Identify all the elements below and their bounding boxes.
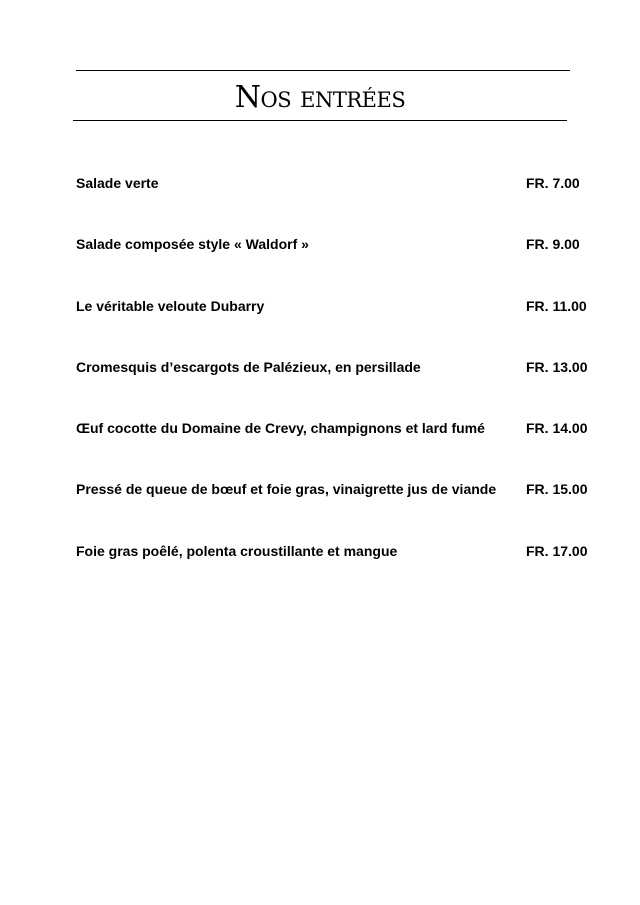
menu-item-price: FR. 7.00: [526, 175, 580, 191]
menu-item-price: FR. 17.00: [526, 542, 588, 559]
title-top-rule: [76, 70, 570, 71]
page-title: Nos entrées: [234, 80, 406, 115]
menu-item-name: Le véritable veloute Dubarry: [76, 297, 265, 314]
menu-item-price: FR. 14.00: [526, 420, 588, 437]
menu-item-name: Œuf cocotte du Domaine de Crevy, champignons et lard fumé: [76, 420, 485, 437]
menu-list: [76, 174, 606, 603]
title-bottom-rule: [73, 120, 567, 121]
menu-item-name: Cromesquis d’escargots de Palézieux, en persillade: [76, 358, 421, 375]
menu-item-price: FR. 15.00: [526, 481, 588, 498]
menu-item-name: Salade verte: [76, 175, 159, 191]
menu-item: [76, 358, 606, 419]
menu-item: [76, 542, 606, 603]
menu-item: [76, 480, 606, 541]
menu-item-name: Foie gras poêlé, polenta croustillante et mangue: [76, 542, 398, 559]
menu-item: [76, 297, 606, 358]
menu-item-price: FR. 9.00: [526, 236, 580, 253]
menu-item-price: FR. 11.00: [526, 297, 587, 314]
menu-item: [76, 235, 606, 296]
menu-item-name: Pressé de queue de bœuf et foie gras, vinaigrette jus de viande: [76, 481, 497, 498]
menu-item-price: FR. 13.00: [526, 358, 588, 375]
menu-item: [76, 419, 606, 480]
menu-item-name: Salade composée style « Waldorf »: [76, 236, 309, 253]
menu-item: [76, 174, 606, 235]
